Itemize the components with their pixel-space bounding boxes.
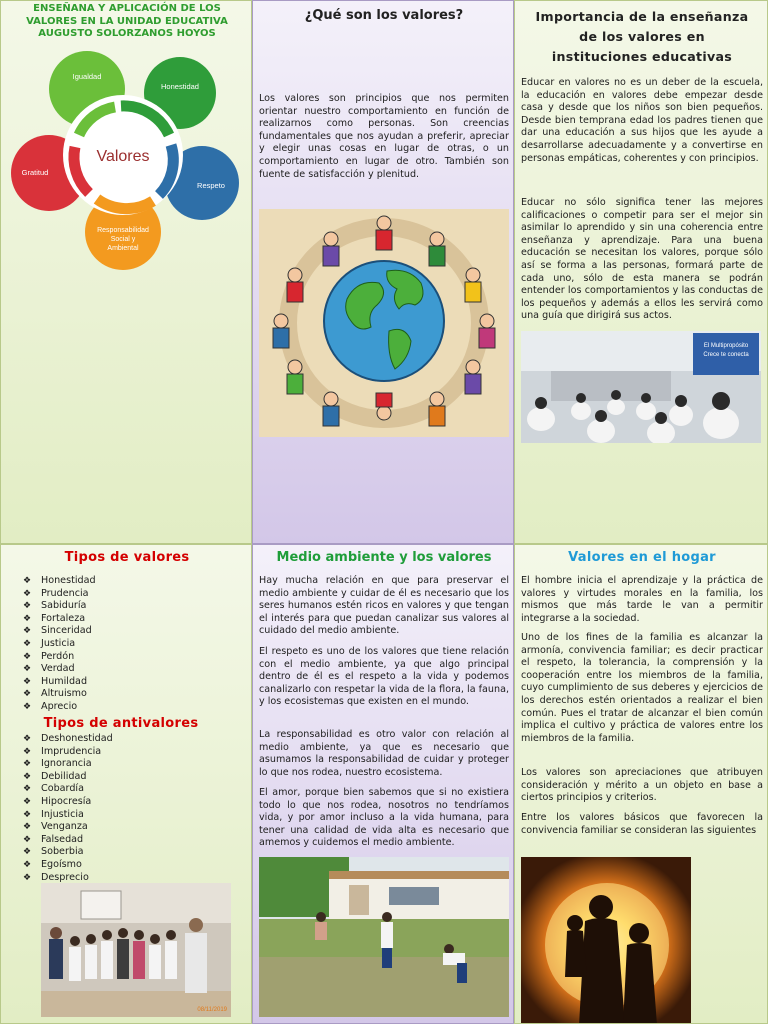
label-respeto: Respeto [197,181,225,190]
medio-p1: Hay mucha relación en que para preservar el medio ambiente y cuidar de él es necesario que los seres humanos estén ricos en valores y que tengan el interés para que puedan canalizar sus valores al cuidado del medio ambiente. [259,575,509,637]
children-globe-illustration [259,209,509,437]
banner-line-2: Crece te conecta [703,352,749,358]
list-item: ❖ Imprudencia [23,745,102,757]
bullet-icon: ❖ [23,784,32,795]
antivalores-title: Tipos de antivalores [43,716,199,731]
panel-importancia [514,0,768,544]
bullet-icon: ❖ [23,601,32,612]
bullet-icon: ❖ [23,638,32,649]
list-item: ❖ Falsedad [23,833,84,845]
list-item: ❖ Fortaleza [23,612,86,624]
school-header-line-3: AUGUSTO SOLORZANOS HOYOS [38,28,216,39]
hogar-p4: Entre los valores básicos que favorecen la convivencia familiar se consideran las siguientes [521,812,763,836]
list-item: ❖ Egoísmo [23,858,82,870]
list-item: ❖ Altruismo [23,688,87,700]
bullet-icon: ❖ [23,759,32,770]
gardening-photo [259,857,509,1017]
medio-p2: El respeto es uno de los valores que tiene relación con el medio ambiente, ya que algo principal dentro de él es el respeto a la vida y podemos canalizarlo con respetar la vida de la flora, la fauna, y los ecosistemas que existen en el mundo. [259,646,509,708]
bullet-icon: ❖ [23,676,32,687]
list-item: ❖ Aprecio [23,700,78,712]
medio-title: Medio ambiente y los valores [276,550,492,565]
hogar-p3: Los valores son apreciaciones que atribuyen consideración y mérito a un objeto en base a ciertos principios y criterios. [521,767,763,804]
center-label: Valores [96,148,150,165]
school-header [7,3,247,41]
hogar-title: Valores en el hogar [568,550,716,565]
list-item: ❖ Hipocresía [23,795,92,807]
list-item: ❖ Desprecio [23,871,89,883]
bullet-icon: ❖ [23,796,32,807]
bullet-icon: ❖ [23,847,32,858]
bullet-icon: ❖ [23,872,32,883]
bullet-icon: ❖ [23,859,32,870]
bullet-icon: ❖ [23,689,32,700]
antivalores-list [23,733,223,884]
label-responsabilidad-3: Ambiental [107,245,139,252]
list-item: ❖ Injusticia [23,808,84,820]
list-item: ❖ Cobardía [23,783,84,795]
bullet-icon: ❖ [23,746,32,757]
list-item: ❖ Prudencia [23,587,89,599]
bullet-icon: ❖ [23,771,32,782]
family-sunset-photo [521,857,691,1024]
importancia-p1: Educar en valores no es un deber de la escuela, la educación en valores debe empezar desde casa y desde que los niños son bien pequeños. Desde bien temprana edad los padres tienen que dar una educación a sus hijos que les ayude a desarrollarse adecuadamente y a convertirse en personas empáticas, coherentes y con principios. [521,77,763,164]
panel-hogar [514,544,768,1024]
panel-que-son [252,0,514,544]
hogar-p2: Uno de los fines de la familia es alcanzar la armonía, convivencia familiar; es decir practicar el respeto, la tolerancia, la comprensión y la cooperación entre los miembros de la familia, cuyo cumplimiento de sus deberes y ejercicios de los derechos estén orientados a realizar el bien común. Pues el tratar de alcanzar el bien común implica el cultivo y práctica de valores entre los miembros de la familia. [521,632,763,744]
bullet-icon: ❖ [23,664,32,675]
list-item: ❖ Soberbia [23,846,84,858]
bullet-icon: ❖ [23,626,32,637]
label-gratitud: Gratitud [21,168,49,177]
list-item: ❖ Humildad [23,675,88,687]
label-honestidad: Honestidad [161,82,199,91]
label-igualdad: Igualdad [72,72,102,81]
list-item: ❖ Venganza [23,821,88,833]
bullet-icon: ❖ [23,651,32,662]
list-item: ❖ Verdad [23,663,75,675]
list-item: ❖ Ignorancia [23,758,92,770]
list-item: ❖ Deshonestidad [23,733,113,744]
list-item: ❖ Perdón [23,650,75,662]
bullet-icon: ❖ [23,613,32,624]
bullet-icon: ❖ [23,809,32,820]
importancia-p2: Educar no sólo significa tener las mejores calificaciones o competir para ser el mejor sin asimilar lo aprendido y sin una coherencia entre enseñanza y aprendizaje. Para una buena educación se necesitan los valores, porque sólo así se forma a las personas, formará parte de cada uno, sólo de esta manera se podrán entender los comportamientos y las conductas de los pequeños y además a ellos les servirá como una guía que dirigirá sus actos. [521,197,763,322]
bullet-icon: ❖ [23,576,32,586]
school-header-line-2: VALORES EN LA UNIDAD EDUCATIVA [26,15,228,27]
list-item: ❖ Debilidad [23,770,87,782]
panel-tipos [0,544,252,1024]
bullet-icon: ❖ [23,822,32,833]
medio-p3: La responsabilidad es otro valor con relación al medio ambiente, ya que es necesario que asumamos la responsabilidad de cuidar y proteger lo que nos rodea, nuestro ecosistema. [259,729,509,778]
medio-p4: El amor, porque bien sabemos que si no existiera todo lo que nos rodea, nosotros no tendríamos vida, y por amor incluso a la vida humana, para tener una calidad de vida alta es necesario que amemos y cuidemos el medio ambiente. [259,787,509,849]
importancia-title [515,7,768,67]
que-son-text: Los valores son principios que nos permiten orientar nuestro comportamiento en función de realizarnos como personas. Son creencias fundamentales que nos ayudan a preferir, apreciar y elegir unas cosas en lugar de otras, o un comportamiento en lugar de otro. También son fuente de satisfacción y plenitud. [259,93,509,180]
importancia-title-line-3: instituciones educativas [551,49,733,64]
importancia-title-line-2: de los valores en [579,29,705,44]
label-responsabilidad-2: Social y [110,236,136,243]
que-son-title: ¿Qué son los valores? [304,8,464,23]
panel-cover [0,0,252,544]
tipos-title: Tipos de valores [64,550,190,565]
list-item: ❖ Honestidad [23,575,96,586]
classroom-photo [521,331,761,443]
importancia-title-line-1: Importancia de la enseñanza [535,9,749,24]
bullet-icon: ❖ [23,701,32,712]
bullet-icon: ❖ [23,588,32,599]
label-responsabilidad-1: Responsabilidad [97,227,149,234]
banner-line-1: El Multipropósito [703,343,749,349]
valores-list [23,575,223,714]
group-photo [41,883,231,1017]
list-item: ❖ Sabiduría [23,600,87,612]
bullet-icon: ❖ [23,734,32,744]
hogar-p1: El hombre inicia el aprendizaje y la práctica de valores y virtudes morales en la familia, los mismos que más tarde le van a permitir integrarse a la sociedad. [521,575,763,624]
panel-medio-ambiente [252,544,514,1024]
bullet-icon: ❖ [23,834,32,845]
list-item: ❖ Justicia [23,637,76,649]
list-item: ❖ Sinceridad [23,625,92,637]
values-diagram [9,49,245,271]
school-header-line-1: ENSEÑANA Y APLICACIÓN DE LOS [33,3,221,14]
photo-date: 08/11/2019 [197,1007,227,1013]
